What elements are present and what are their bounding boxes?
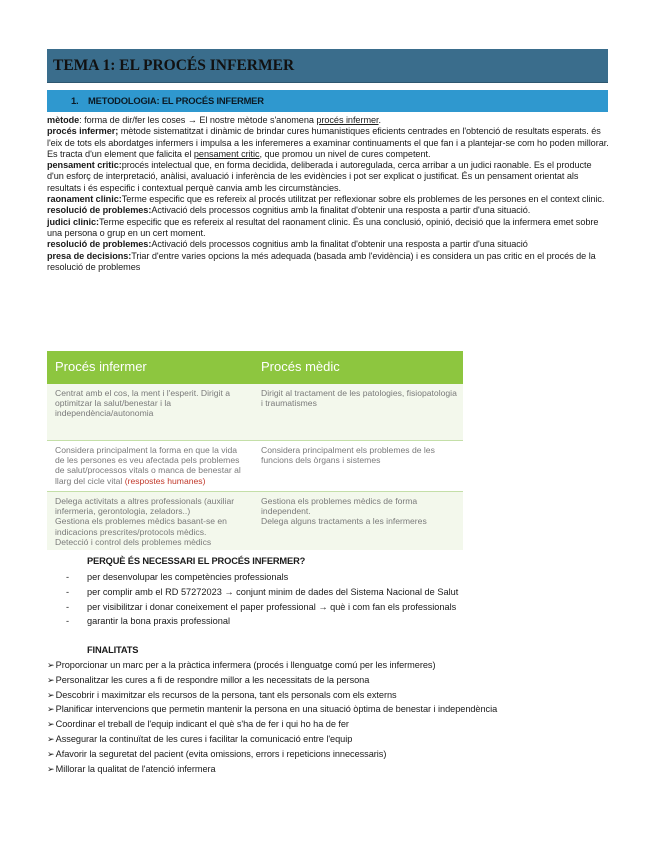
list-item: - per visibilitzar i donar coneixement el paper professional → què i com fan els professionals: [66, 600, 458, 615]
definition-resolucio-problemes: resolució de problemes:Activació dels processos cognitius amb la finalitat d'obtenir una resposta a partir d'una situació.: [47, 205, 531, 216]
underlined-term: procés infermer: [316, 115, 379, 125]
list-item: ➢ Planificar intervencions que permetin mantenir la persona en una situació òptima de benestar i independència: [47, 702, 497, 717]
term: raonament clinic:: [47, 194, 122, 205]
list-item: ➢ Personalitzar les cures a fi de respondre millor a les necessitats de la persona: [47, 673, 497, 688]
term: mètode: [47, 115, 80, 125]
table-cell: Dirigit al tractament de les patologies, fisiopatologia i traumatismes: [253, 384, 463, 441]
table-header-medical: Procés mèdic: [253, 351, 463, 384]
section-number: 1.: [71, 95, 79, 106]
definition-presa-decisions: presa de decisions:Triar d'entre varies opcions la més adequada (basada amb l'evidència) i es considera un pas critic en el procés de la resolució de problemes: [47, 250, 596, 272]
why-list: [66, 570, 458, 629]
table-header-nursing: Procés infermer: [47, 351, 253, 384]
list-item: ➢ Millorar la qualitat de l'atenció infermera: [47, 762, 497, 777]
term: pensament critic:: [47, 160, 122, 171]
definition-resolucio-problemes-2: resolució de problemes:Activació dels processos cognitius amb la finalitat d'obtenir una resposta a partir d'una situació: [47, 239, 528, 250]
term: judici clinic:: [47, 216, 100, 227]
definition-proces-infermer: procés infermer; mètode sistematitzat i dinàmic de brindar cures humanistiques eficients centrades en l'obtenció de resultats esperats. és l'eix de tots els abordatges infermers i impulsa a les inferemeres a examinar continuaments el que fan i a plantejar-se com ho poden millorar. Es tracta d'un element que falicita el pensament critic, que promou un nivel de cures competent.: [47, 126, 609, 159]
list-item: - garantir la bona praxis professional: [66, 614, 458, 629]
term: presa de decisions:: [47, 250, 132, 261]
section-heading: [47, 90, 608, 112]
table-cell: Delega activitats a altres professionals (auxiliar infermeria, gerontologia, zeladors..) Gestiona els problemes mèdics basant-se en indicacions prescrites/protocols mèdics. Detecció i control dels problemes mèdics: [47, 492, 253, 551]
term: resolució de problemes:: [47, 205, 152, 216]
highlight-text: (respostes humanes): [124, 475, 206, 486]
table-cell: Gestiona els problemes mèdics de forma independent. Delega alguns tractaments a les infermeres: [253, 492, 463, 551]
table-row: [47, 441, 463, 492]
list-item: ➢ Descobrir i maximitzar els recursos de la persona, tant els personals com els externs: [47, 688, 497, 703]
term: resolució de problemes:: [47, 239, 152, 250]
list-item: ➢ Coordinar el treball de l'equip indicant el què s'ha de fer i qui ho ha de fer: [47, 717, 497, 732]
definition-metode: mètode: forma de dir/fer les coses → El nostre mètode s'anomena procés infermer.: [47, 115, 382, 125]
finalitats-list: [47, 658, 497, 776]
why-heading: PERQUÈ ÉS NECESSARI EL PROCÉS INFERMER?: [87, 556, 306, 566]
table-cell: Centrat amb el cos, la ment i l'esperit. Dirigit a optimitzar la salut/benestar i la independència/autonomia: [47, 384, 253, 441]
section-label: METODOLOGIA: EL PROCÉS INFERMER: [88, 95, 264, 106]
list-item: - per complir amb el RD 57272023 → conjunt minim de dades del Sistema Nacional de Salut: [66, 585, 458, 600]
underlined-term: pensament critic: [193, 148, 260, 159]
finalitats-heading: FINALITATS: [87, 645, 139, 655]
page-title: TEMA 1: EL PROCÉS INFERMER: [47, 49, 608, 83]
list-item: ➢ Afavorir la seguretat del pacient (evita omissions, errors i repeticions innecessaris): [47, 747, 497, 762]
table-row: [47, 384, 463, 441]
table-row: [47, 492, 463, 551]
list-item: - per desenvolupar les competències professionals: [66, 570, 458, 585]
table-cell: Considera principalment la forma en que la vida de les persones es veu afectada pels problemes de salut/processos vitals o manca de benestar al llarg del cicle vital (respostes humanes): [47, 441, 253, 492]
table-cell: Considera principalment els problemes de les funcions dels òrgans i sistemes: [253, 441, 463, 492]
list-item: ➢ Proporcionar un marc per a la pràctica infermera (procés i llenguatge comú per les infermeres): [47, 658, 497, 673]
comparison-table: [47, 351, 463, 550]
list-item: ➢ Assegurar la continuïtat de les cures i facilitar la comunicació entre l'equip: [47, 732, 497, 747]
definition-judici-clinic: judici clinic:Terme especific que es refereix al resultat del raonament clinic. És una conclusió, opinió, decisió que la infermera emet sobre una persona o grup en un cert moment.: [47, 216, 599, 238]
definitions-block: [47, 115, 609, 273]
definition-raonament-clinic: raonament clinic:Terme especific que es refereix al procés utilitzat per reflexionar sobre els problemes de les persones en el context clinic.: [47, 194, 605, 205]
definition-pensament-critic: pensament critic:procés intelectual que, en forma decidida, deliberada i autoregulada, cerca arribar a un judici raonable. Es el producte d'un esforç de interpretació, anàlisi, avaluació i inferència de les evidències i pot ser explicat o justificat. És un pensament orientat als resultats i és especific i contextual perquè canvia amb les circumstàncies.: [47, 160, 592, 193]
term: procés infermer;: [47, 126, 119, 137]
